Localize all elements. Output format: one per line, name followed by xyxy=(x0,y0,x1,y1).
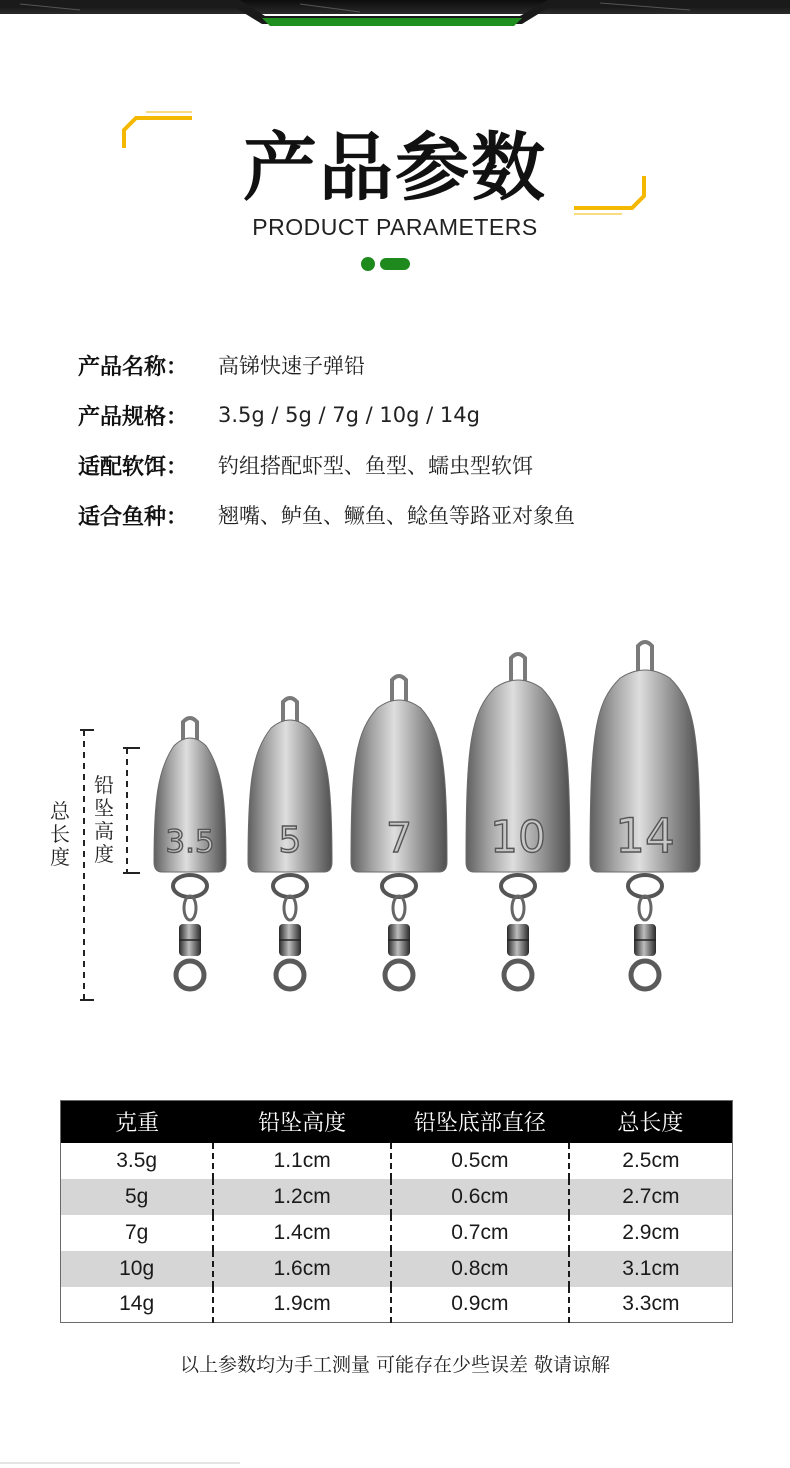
product-figure xyxy=(0,630,790,1020)
section-subtitle: PRODUCT PARAMETERS xyxy=(252,214,538,240)
param-row-spec xyxy=(78,390,758,440)
sinker-weight-mark: 5 xyxy=(278,820,302,861)
swivel-eye-icon xyxy=(176,961,204,989)
param-label: 适配软饵： xyxy=(78,454,189,480)
top-banner xyxy=(0,0,790,30)
table-header-row xyxy=(61,1101,733,1143)
param-value: 翘嘴、鲈鱼、鳜鱼、鲶鱼等路亚对象鱼 xyxy=(218,504,575,528)
split-ring-icon xyxy=(273,875,307,897)
cell-weight: 14g xyxy=(119,1292,155,1316)
table-row xyxy=(61,1251,733,1287)
split-ring-icon xyxy=(628,875,662,897)
swivel-eye-icon xyxy=(504,961,532,989)
table-row xyxy=(61,1287,733,1323)
col-header-weight: 克重 xyxy=(61,1101,214,1143)
corner-bracket-bottom-right-icon xyxy=(572,176,646,218)
section-header xyxy=(0,100,790,280)
total-length-label: 总长度 xyxy=(50,799,70,869)
swivel-eye-icon xyxy=(385,961,413,989)
cell-sinker-height: 1.1cm xyxy=(213,1143,391,1179)
parameter-list xyxy=(78,340,758,540)
cell-sinker-height: 1.2cm xyxy=(213,1179,391,1215)
cell-total-length: 2.7cm xyxy=(569,1179,733,1215)
cell-total-length: 2.5cm xyxy=(569,1143,733,1179)
bottom-divider xyxy=(0,1462,790,1468)
sinker-1 xyxy=(154,718,226,989)
cell-total-length: 3.3cm xyxy=(569,1287,733,1323)
swivel-eye-icon xyxy=(631,961,659,989)
cell-bottom-diameter: 0.8cm xyxy=(391,1251,569,1287)
section-title: 产品参数 xyxy=(243,125,547,211)
link-icon xyxy=(184,896,196,920)
cell-weight: 7g xyxy=(124,1220,149,1244)
param-row-bait xyxy=(78,440,758,490)
swivel-eye-icon xyxy=(276,961,304,989)
link-icon xyxy=(284,896,296,920)
sinker-weight-mark: 3.5 xyxy=(165,824,215,860)
sinker-weight-mark: 7 xyxy=(385,814,413,862)
cell-sinker-height: 1.6cm xyxy=(213,1251,391,1287)
param-value: 高锑快速子弹铅 xyxy=(218,354,365,378)
split-ring-icon xyxy=(501,875,535,897)
link-icon xyxy=(512,896,524,920)
col-header-bottom-diameter: 铅坠底部直径 xyxy=(391,1101,569,1143)
col-header-total-length: 总长度 xyxy=(569,1101,733,1143)
cell-total-length: 2.9cm xyxy=(569,1215,733,1251)
table-row xyxy=(61,1179,733,1215)
cell-sinker-height: 1.4cm xyxy=(213,1215,391,1251)
cell-total-length: 3.1cm xyxy=(569,1251,733,1287)
spec-table xyxy=(60,1100,733,1323)
green-dots-icon xyxy=(360,257,412,271)
cell-bottom-diameter: 0.9cm xyxy=(391,1287,569,1323)
link-icon xyxy=(393,896,405,920)
sinker-2 xyxy=(248,698,332,989)
cell-sinker-height: 1.9cm xyxy=(213,1287,391,1323)
cell-bottom-diameter: 0.5cm xyxy=(391,1143,569,1179)
sinker-height-label: 铅坠高度 xyxy=(94,773,114,866)
sinker-weight-mark: 14 xyxy=(615,809,675,864)
table-row xyxy=(61,1215,733,1251)
sinker-weight-mark: 10 xyxy=(490,812,546,863)
sinker-3 xyxy=(351,676,447,989)
col-header-sinker-height: 铅坠高度 xyxy=(213,1101,391,1143)
cell-bottom-diameter: 0.6cm xyxy=(391,1179,569,1215)
param-value: 3.5g / 5g / 7g / 10g / 14g xyxy=(218,403,480,427)
cell-weight: 5g xyxy=(61,1179,214,1215)
param-row-fish xyxy=(78,490,758,540)
param-label: 适合鱼种： xyxy=(78,504,189,530)
sinker-4 xyxy=(466,654,570,989)
param-label: 产品名称： xyxy=(78,354,189,380)
param-row-name xyxy=(78,340,758,390)
param-value: 钓组搭配虾型、鱼型、蠕虫型软饵 xyxy=(218,454,533,478)
cell-weight: 10g xyxy=(61,1251,214,1287)
cell-weight: 3.5g xyxy=(116,1148,158,1172)
link-icon xyxy=(639,896,651,920)
sinker-5 xyxy=(590,642,700,989)
cell-bottom-diameter: 0.7cm xyxy=(391,1215,569,1251)
measurement-note: 以上参数均为手工测量 可能存在少些误差 敬请谅解 xyxy=(179,1354,611,1376)
param-label: 产品规格： xyxy=(78,404,189,430)
split-ring-icon xyxy=(382,875,416,897)
split-ring-icon xyxy=(173,875,207,897)
sinkers-illustration xyxy=(0,630,790,1020)
table-row xyxy=(61,1143,733,1179)
